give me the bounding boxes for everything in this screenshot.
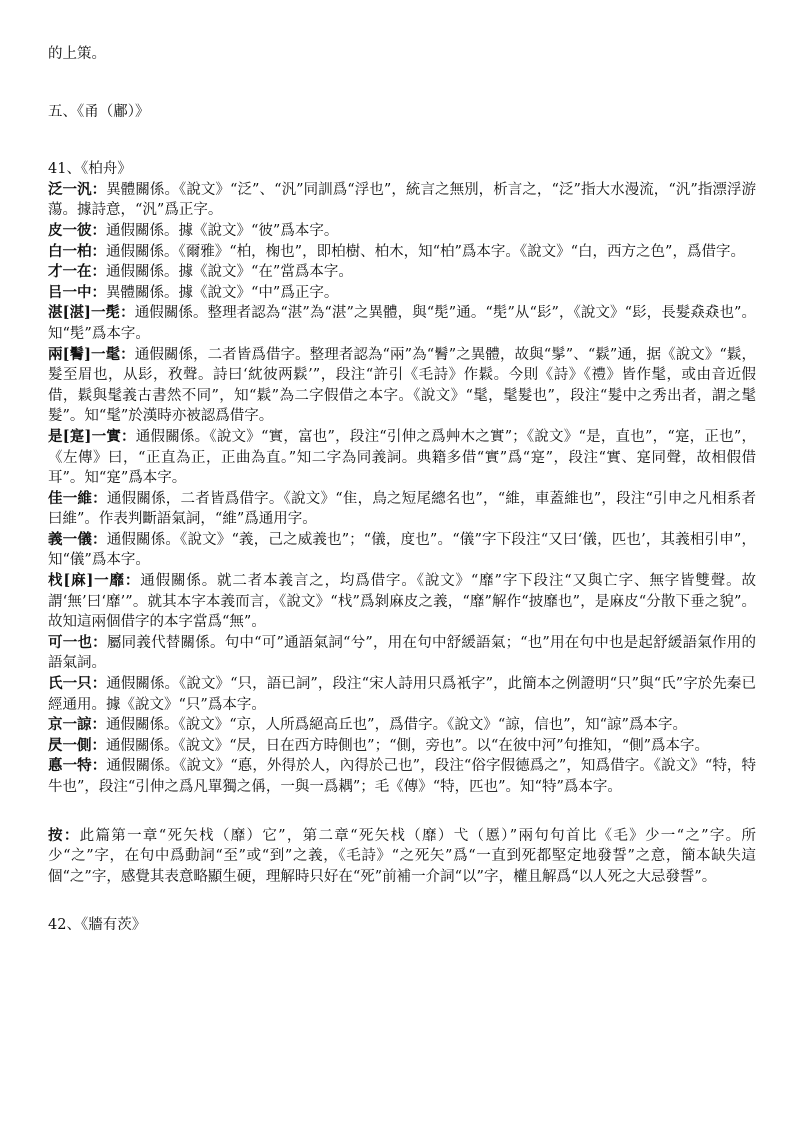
- entry: [48, 180, 756, 221]
- entry-text: 通假關係。《說文》“實，富也”，段注“引伸之爲艸木之實”；《說文》“是，直也”，“寔，正也”，《左傳》曰，“正直為正，正曲為直。”知二字為同義詞。典籍多借“實”爲“寔”，段注“實、寔同聲，故相假借耳”。知“寔”爲本字。: [48, 428, 756, 487]
- entry-term: 京一諒：: [48, 716, 106, 734]
- entry-term: 皮一彼：: [48, 221, 106, 239]
- entry-text: 通假關係。《爾雅》“柏，椈也”，即柏樹、柏木，知“柏”爲本字。《說文》“白，西方之色”，爲借字。: [106, 243, 745, 260]
- entry-text: 通假關係。《說文》“京，人所爲絕高丘也”，爲借字。《說文》“諒，信也”，知“諒”爲本字。: [106, 717, 687, 734]
- entry-list: [48, 180, 756, 798]
- poem-42-title: 42、《牆有茨》: [48, 917, 147, 934]
- entry: [48, 345, 756, 427]
- entry-text: 屬同義代替關係。句中“可”通語氣詞“兮”，用在句中舒緩語氣；“也”用在句中也是起舒緩語氣作用的語氣詞。: [48, 634, 756, 672]
- entry-term: 義一儀：: [48, 530, 107, 548]
- entry-text: 通假關係。《說文》“悳，外得於人，內得於己也”，段注“俗字假德爲之”，知爲借字。《說文》“特，特牛也”，段注“引伸之爲凡單獨之偁，一與一爲耦”；毛《傳》“特，匹也”。知“特”爲本字。: [48, 758, 757, 795]
- entry: [48, 303, 756, 344]
- entry: [48, 283, 756, 304]
- entry-text: 通假關係，二者皆爲借字。《說文》“隹，鳥之短尾總名也”，“維，車蓋維也”，段注“引申之凡相系者曰維”。作表判斷語氣詞，“維”爲通用字。: [48, 490, 757, 528]
- entry-term: 可一也：: [48, 633, 107, 651]
- entry-term: 悳一特：: [48, 757, 107, 775]
- entry-term: 才一在：: [48, 263, 106, 281]
- entry-term: 佳一維：: [48, 489, 107, 507]
- entry: [48, 715, 756, 736]
- entry-term: 𣏾[麻]一靡：: [48, 572, 141, 590]
- entry: [48, 756, 756, 797]
- entry-text: 通假關係。《說文》“昃，日在西方時側也”；“側，旁也”。以“在彼中河”句推知，“側”爲本字。: [106, 737, 710, 754]
- note-text: 此篇第一章“死矢𣏾（靡）它”，第二章“死矢𣏾（靡）弋（慝）”兩句句首比《毛》少一“之”字。所少“之”字，在句中爲動詞“至”或“到”之義，《毛詩》“之死矢”爲“一直到死都堅定地發誓”之意，簡本缺失這個“之”字，感覺其表意略顯生硬，理解時只好在“死”前補一介詞“以”字，權且解爲“以人死之大忌發誓”。: [48, 827, 757, 885]
- entry: [48, 674, 756, 715]
- entry-text: 異體關係。《說文》“泛”、“汎”同訓爲“浮也”，統言之無別，析言之，“泛”指大水漫流，“汎”指漂浮游蕩。據詩意，“汎”爲正字。: [48, 181, 757, 219]
- lead-line: 的上策。: [48, 46, 106, 62]
- entry-term: 氏一只：: [48, 675, 107, 693]
- entry-term: 㠯一中：: [48, 283, 106, 301]
- entry: [48, 489, 756, 530]
- commentary-note: [48, 826, 756, 888]
- entry-term: 是[寔]一實：: [48, 427, 136, 445]
- entry: [48, 242, 756, 263]
- entry: [48, 221, 756, 242]
- entry-text: 通假關係，二者皆爲借字。整理者認為“兩”為“鬌”之異體，故與“髳”、“鬏”通，据《說文》“鬏，髮至眉也，从髟，敄聲。詩曰‘紞彼两鬏’”，段注“許引《毛詩》作鬏。今則《詩》《禮》皆作髦，或由音近假借，鬏與髦義古書然不同”，知“鬏”為二字假借之本字。《說文》“髦，髦髮也”，段注“髮中之秀出者，謂之髦髮”。知“髦”於漢時亦被認爲借字。: [48, 346, 756, 425]
- entry-term: 白一柏：: [48, 242, 106, 260]
- entry-term: 泛一汎：: [48, 180, 107, 198]
- entry-text: 通假關係。據《說文》“彼”爲本字。: [106, 222, 339, 239]
- entry-text: 通假關係。《說文》“義，己之威義也”；“儀，度也”。“儀”字下段注“又曰‘儀，匹也’，其義相引申”，知“儀”爲本字。: [48, 531, 756, 569]
- entry-text: 通假關係。據《說文》“在”當爲本字。: [106, 264, 353, 281]
- entry-term: 昃一側：: [48, 736, 106, 754]
- entry-term: 湛[湛]一髧：: [48, 304, 135, 322]
- entry-text: 通假關係。就二者本義言之，均爲借字。《說文》“靡”字下段注“又與亡字、無字皆雙聲。故謂‘無’曰‘靡’”。就其本字本義而言，《說文》“𣏾”爲剝麻皮之義，“靡”解作“披靡也”，是麻皮“分散下垂之貌”。故知這兩個借字的本字當爲“無”。: [48, 573, 756, 631]
- entry-text: 異體關係。據《說文》“中”爲正字。: [106, 284, 339, 301]
- entry: [48, 571, 756, 633]
- entry: [48, 262, 756, 283]
- entry-term: 兩[鬌]一髦：: [48, 345, 135, 363]
- poem-41-title: 41、《柏舟》: [48, 161, 132, 178]
- entry-text: 通假關係。整理者認為“湛”為“湛”之異體，與“髧”通。“髧”从“髟”，《說文》“髟，長髮猋猋也”。知“髧”爲本字。: [48, 305, 756, 342]
- entry: [48, 736, 756, 757]
- note-label: 按：: [48, 826, 80, 844]
- entry: [48, 633, 756, 674]
- entry: [48, 530, 756, 571]
- section-heading: 五、《甬（鄘）》: [48, 103, 150, 120]
- entry: [48, 427, 756, 489]
- entry-text: 通假關係。《說文》“只，語已詞”，段注“宋人詩用只爲衹字”，此簡本之例證明“只”與“氏”字於先秦已經通用。據《說文》“只”爲本字。: [48, 676, 756, 713]
